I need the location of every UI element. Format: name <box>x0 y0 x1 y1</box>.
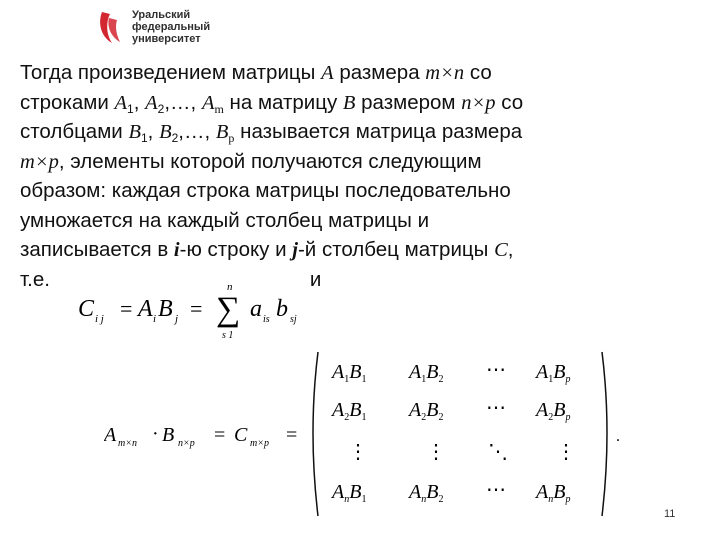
logo-line-1: Уральский <box>132 9 191 21</box>
equals: = <box>214 424 226 446</box>
text-line-7 <box>20 235 710 265</box>
cell-1-1: $A_1B_1$ <box>332 361 367 385</box>
text: размером <box>355 90 462 114</box>
text-line-1 <box>20 58 710 88</box>
cell-2-2: $A_2B_2$ <box>409 399 444 423</box>
formula-a-elem: a <box>250 296 262 322</box>
formula-a-sub: i <box>153 313 157 325</box>
row-a: A <box>201 91 215 114</box>
lhs-a-sub: m×n <box>118 438 137 449</box>
cell-3-3: ⋱ <box>488 441 508 463</box>
text: -ю строку и <box>179 238 293 261</box>
row-a: A <box>114 91 128 114</box>
text-line-5: образом: каждая строка матрицы последовательно <box>20 179 511 202</box>
formula-b: B <box>158 296 173 322</box>
cell-4-2: $A_nB_2$ <box>409 481 444 505</box>
matrix-b: B <box>342 91 356 114</box>
text: , элементы которой получаются следующим <box>58 149 482 173</box>
text: столбцами <box>20 120 129 143</box>
sum-lower: s 1 <box>222 330 234 341</box>
subscript: 2 <box>157 101 165 116</box>
subscript: p <box>228 131 235 145</box>
text: строками <box>20 90 115 114</box>
right-bracket <box>602 352 607 516</box>
cell-4-3: ⋯ <box>486 479 506 501</box>
subscript: 1 <box>140 131 148 145</box>
logo-text <box>132 9 210 45</box>
text: -й столбец матрицы <box>297 238 495 261</box>
sum-sign: ∑ <box>216 291 241 328</box>
left-bracket <box>313 352 318 516</box>
sum-upper: n <box>227 281 233 293</box>
slide-body <box>20 58 710 294</box>
lhs-c-sub: m×p <box>250 438 269 449</box>
text: ,…, <box>178 120 216 143</box>
col-b: B <box>215 121 229 143</box>
text: на матрицу <box>223 90 343 114</box>
index-i: i <box>173 239 180 261</box>
subscript: 2 <box>171 131 179 145</box>
text: т.е. <box>20 267 50 291</box>
text-line-4 <box>20 147 710 177</box>
university-logo <box>96 8 316 48</box>
formula-end-period: . <box>616 428 620 445</box>
formula-equals-2: = <box>190 296 203 321</box>
text: Тогда произведением матрицы <box>20 61 322 84</box>
lhs-b: B <box>162 424 175 446</box>
dot: · <box>152 423 159 445</box>
urfu-red-crescent-icon <box>96 10 126 46</box>
text-line-2 <box>20 88 710 118</box>
size-mp: m×p <box>20 150 59 173</box>
logo-line-3: университет <box>132 33 201 45</box>
formula-a-elem-sub: is <box>263 314 270 325</box>
page-number: 11 <box>664 508 676 520</box>
matrix-product-formula <box>104 340 644 525</box>
cell-1-2: $A_1B_2$ <box>409 361 444 385</box>
cell-1-4: $A_1B_p$ <box>536 361 571 385</box>
equals-2: = <box>286 424 298 446</box>
cell-4-1: $A_nB_1$ <box>332 481 367 505</box>
lhs-b-sub: n×p <box>178 438 195 449</box>
row-a: A <box>145 91 158 114</box>
lhs-c: C <box>234 424 248 446</box>
formula-b-elem-sub: sj <box>290 314 297 325</box>
text: и <box>309 267 322 291</box>
text: называется матрица размера <box>234 120 523 143</box>
size-np: n×p <box>461 91 496 114</box>
col-b: B <box>159 121 172 143</box>
formula-b-elem: b <box>276 296 288 322</box>
col-b: B <box>128 121 141 143</box>
cell-2-3: ⋯ <box>486 397 506 419</box>
subscript: 1 <box>127 101 134 116</box>
text-line-3 <box>20 117 710 147</box>
text: со <box>495 90 524 114</box>
formula-b-sub: j <box>175 313 179 325</box>
cell-2-1: $A_2B_1$ <box>332 399 367 423</box>
formula-c-sub: i j <box>95 313 104 325</box>
cell-3-2: ⋮ <box>426 441 446 463</box>
cell-3-1: ⋮ <box>348 441 368 463</box>
cell-4-4: $A_nB_p$ <box>536 481 571 505</box>
formula-a: A <box>138 296 153 322</box>
text: со <box>464 61 492 84</box>
size-mn: m×n <box>425 62 465 84</box>
subscript: m <box>214 101 224 116</box>
text: , <box>147 120 160 143</box>
element-formula <box>78 274 338 344</box>
lhs-a: A <box>104 424 117 446</box>
cell-1-3: ⋯ <box>486 359 506 381</box>
formula-equals: = <box>120 296 133 321</box>
logo-line-2: федеральный <box>132 21 211 33</box>
cell-3-4: ⋮ <box>556 441 576 463</box>
text: записывается в <box>20 238 174 261</box>
index-j: j <box>292 239 298 261</box>
text: ,…, <box>164 90 202 114</box>
cell-2-4: $A_2B_p$ <box>536 399 571 423</box>
matrix-a: A <box>321 62 334 84</box>
text: , <box>133 90 146 114</box>
formula-c: C <box>78 296 95 322</box>
matrix-c: C <box>494 239 508 261</box>
text: размера <box>333 61 426 84</box>
text: , <box>507 238 514 261</box>
text-line-6: умножается на каждый столбец матрицы и <box>20 208 430 232</box>
